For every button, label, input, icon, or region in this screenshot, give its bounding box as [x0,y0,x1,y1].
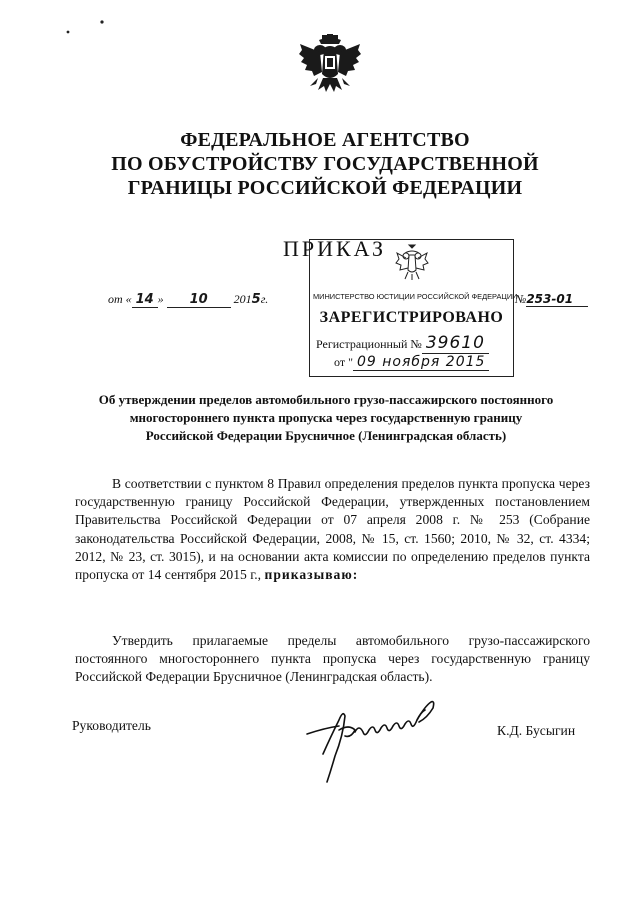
date-day: 14 [132,292,158,308]
stamp-registered: ЗАРЕГИСТРИРОВАНО [319,309,504,326]
stamp-date-label: от " [334,355,353,369]
document-type-title: ПРИКАЗ [283,236,387,261]
order-verb: приказываю: [264,567,359,583]
date-year-digit: 5 [251,292,261,307]
order-number [515,292,588,307]
subject-line-3: Российской Федерации Брусничное (Ленинградская область) [145,428,507,443]
stamp-regnum-value: 39610 [422,333,489,354]
subject-line-2: многостороннего пункта пропуска через государственную границу [129,410,523,425]
date-year-suffix: г. [260,292,269,306]
date-prefix: от « [108,292,132,306]
order-date [108,292,268,308]
scan-specks [62,18,122,38]
operative-paragraph [75,632,590,687]
order-subject [66,391,586,445]
signatory-role: Руководитель [72,718,151,733]
agency-line-2: ПО ОБУСТРОЙСТВУ ГОСУДАРСТВЕННОЙ [111,153,539,175]
handwritten-signature [305,696,440,786]
preamble-text: В соответствии с пунктом 8 Правил определения пределов пункта пропуска через государственную границу Российской Федерации, утвержденных постановлением Правительства Российской Федерации от 07 апреля 2008 г. № 253 (Собрание законодательства Российской Федерации, 2008, № 15, ст. 1560; 2010, № 32, ст. 4334; 2012, № 23, ст. 3015), и на основании акта комиссии по определению пределов пункта пропуска от 14 сентября 2015 г., [75,476,590,583]
subject-line-1: Об утверждении пределов автомобильного грузо-пассажирского постоянного [98,392,554,407]
agency-line-1: ФЕДЕРАЛЬНОЕ АГЕНТСТВО [180,129,470,151]
stamp-emblem-icon [395,244,429,282]
date-month: 10 [167,292,231,308]
signatory-name: К.Д. Бусыгин [497,723,576,738]
number-value: 253-01 [526,292,588,307]
stamp-ministry: МИНИСТЕРСТВО ЮСТИЦИИ РОССИЙСКОЙ ФЕДЕРАЦИИ [313,292,518,301]
stamp-registration-number [316,333,489,354]
registration-stamp [309,239,518,377]
date-day-close: » [157,292,164,306]
preamble-paragraph [75,475,590,584]
operative-text: Утвердить прилагаемые пределы автомобильного грузо-пассажирского постоянного многостороннего пункта пропуска через государственную границу Российской Федерации Брусничное (Ленинградская область). [75,633,590,685]
agency-header [60,128,590,200]
stamp-registration-date [334,354,489,371]
number-prefix: № [515,292,527,306]
stamp-date-value: 09 ноября 2015 [353,354,489,371]
stamp-regnum-label: Регистрационный № [316,337,422,351]
coat-of-arms-emblem [298,34,362,96]
agency-line-3: ГРАНИЦЫ РОССИЙСКОЙ ФЕДЕРАЦИИ [127,177,523,199]
date-year-prefix: 201 [233,292,252,306]
